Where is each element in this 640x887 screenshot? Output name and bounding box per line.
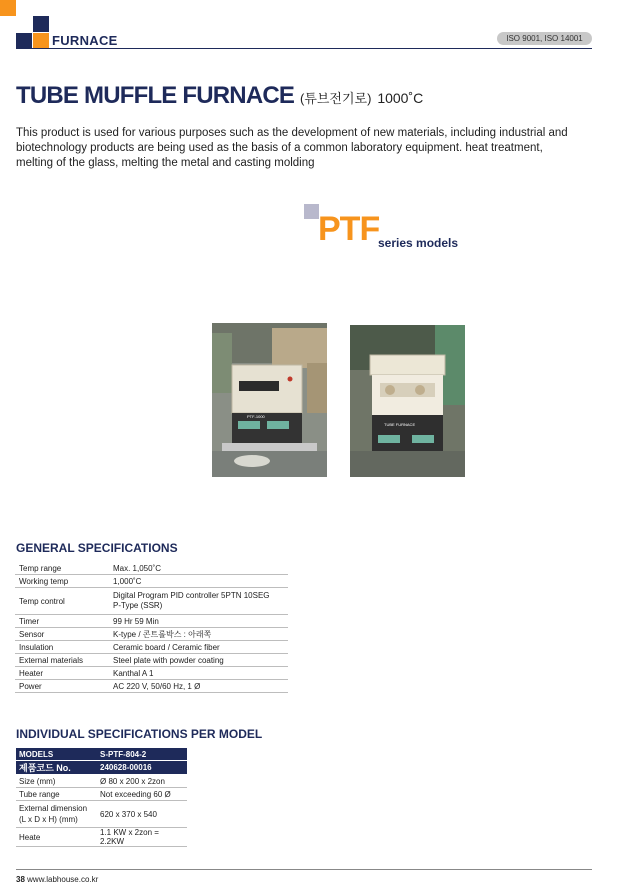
model-specs-title: INDIVIDUAL SPECIFICATIONS PER MODEL [16, 727, 263, 741]
product-description: This product is used for various purposes such as the development of new materials, including industrial and biotechnology products are being used as the basis of a common laboratory equipment. heat treatment, melting of the glass, melting the metal and casting molding [16, 127, 568, 169]
header-divider [16, 48, 592, 49]
panel-text: PTF-1000 [247, 414, 265, 419]
page-number: 38 [16, 875, 25, 884]
model-value: 1.1 KW x 2zon = 2.2KW [97, 828, 187, 847]
spec-label: Working temp [15, 575, 109, 588]
spec-row [15, 641, 288, 654]
spec-row [15, 667, 288, 680]
general-specs-title: GENERAL SPECIFICATIONS [16, 541, 178, 555]
header-square-orange [33, 33, 49, 49]
furnace-photo-open [350, 325, 465, 477]
series-square [304, 204, 319, 219]
spec-value-line1: Digital Program PID controller 5PTN 10SEG [113, 591, 270, 600]
spec-value: Ceramic board / Ceramic fiber [109, 641, 288, 654]
model-code-value: 240628-00016 [97, 761, 187, 775]
spec-value: 99 Hr 59 Min [109, 615, 288, 628]
spec-value [109, 588, 288, 615]
model-header-label: MODELS [16, 748, 97, 761]
spec-value: Max. 1,050˚C [109, 562, 288, 575]
spec-value-line2: P-Type (SSR) [113, 601, 163, 610]
model-row [16, 788, 187, 801]
panel-text-2: TUBE FURNACE [384, 422, 416, 427]
spec-value: AC 220 V, 50/60 Hz, 1 Ø [109, 680, 288, 693]
model-value: Not exceeding 60 Ø [97, 788, 187, 801]
footer-divider [16, 869, 592, 870]
spec-label: Sensor [15, 628, 109, 641]
spec-row [15, 680, 288, 693]
spec-value: Kanthal A 1 [109, 667, 288, 680]
iso-badge: ISO 9001, ISO 14001 [497, 32, 592, 45]
series-label: series models [378, 236, 459, 250]
spec-row [15, 562, 288, 575]
model-label: Size (mm) [16, 775, 97, 788]
model-label [16, 801, 97, 828]
furnace-photo-closed [212, 323, 327, 477]
series-code: PTF [318, 210, 380, 248]
model-value: Ø 80 x 200 x 2zon [97, 775, 187, 788]
footer-site-link[interactable]: www.labhouse.co.kr [27, 875, 99, 884]
spec-value: 1,000˚C [109, 575, 288, 588]
spec-value: K-type / 콘트롤박스 : 아래쪽 [109, 628, 288, 641]
section-title: FURNACE [52, 33, 118, 48]
title-main: TUBE MUFFLE FURNACE [16, 82, 295, 109]
spec-row [15, 575, 288, 588]
model-specs-table [16, 748, 187, 847]
header-square-navy [33, 16, 49, 32]
model-value: 620 x 370 x 540 [97, 801, 187, 828]
model-row [16, 801, 187, 828]
model-label: Heate [16, 828, 97, 847]
furnace-open-icon [350, 325, 465, 477]
footer [16, 875, 98, 884]
title-korean: (튜브전기로) [299, 91, 372, 106]
spec-label: Insulation [15, 641, 109, 654]
title-temp: 1000˚C [377, 90, 424, 106]
spec-row [15, 615, 288, 628]
spec-label: Temp range [15, 562, 109, 575]
model-code-label: 제품코드 No. [16, 761, 97, 775]
header-square-orange-top [0, 0, 16, 16]
spec-label: Timer [15, 615, 109, 628]
spec-row [15, 588, 288, 615]
spec-row [15, 654, 288, 667]
model-label-line1: External dimension [19, 804, 88, 813]
header-square-navy-left [16, 33, 32, 49]
model-header-row [16, 748, 187, 761]
spec-label: Heater [15, 667, 109, 680]
model-label-line2: (L x D x H) (mm) [19, 815, 78, 824]
general-specs-table [15, 562, 288, 693]
spec-value: Steel plate with powder coating [109, 654, 288, 667]
furnace-closed-icon [212, 323, 327, 477]
spec-label: Power [15, 680, 109, 693]
model-row [16, 775, 187, 788]
model-label: Tube range [16, 788, 97, 801]
model-header-value: S-PTF-804-2 [97, 748, 187, 761]
model-code-row [16, 761, 187, 775]
spec-label: External materials [15, 654, 109, 667]
page-title [16, 82, 423, 110]
model-row [16, 828, 187, 847]
spec-row [15, 628, 288, 641]
spec-label: Temp control [15, 588, 109, 615]
